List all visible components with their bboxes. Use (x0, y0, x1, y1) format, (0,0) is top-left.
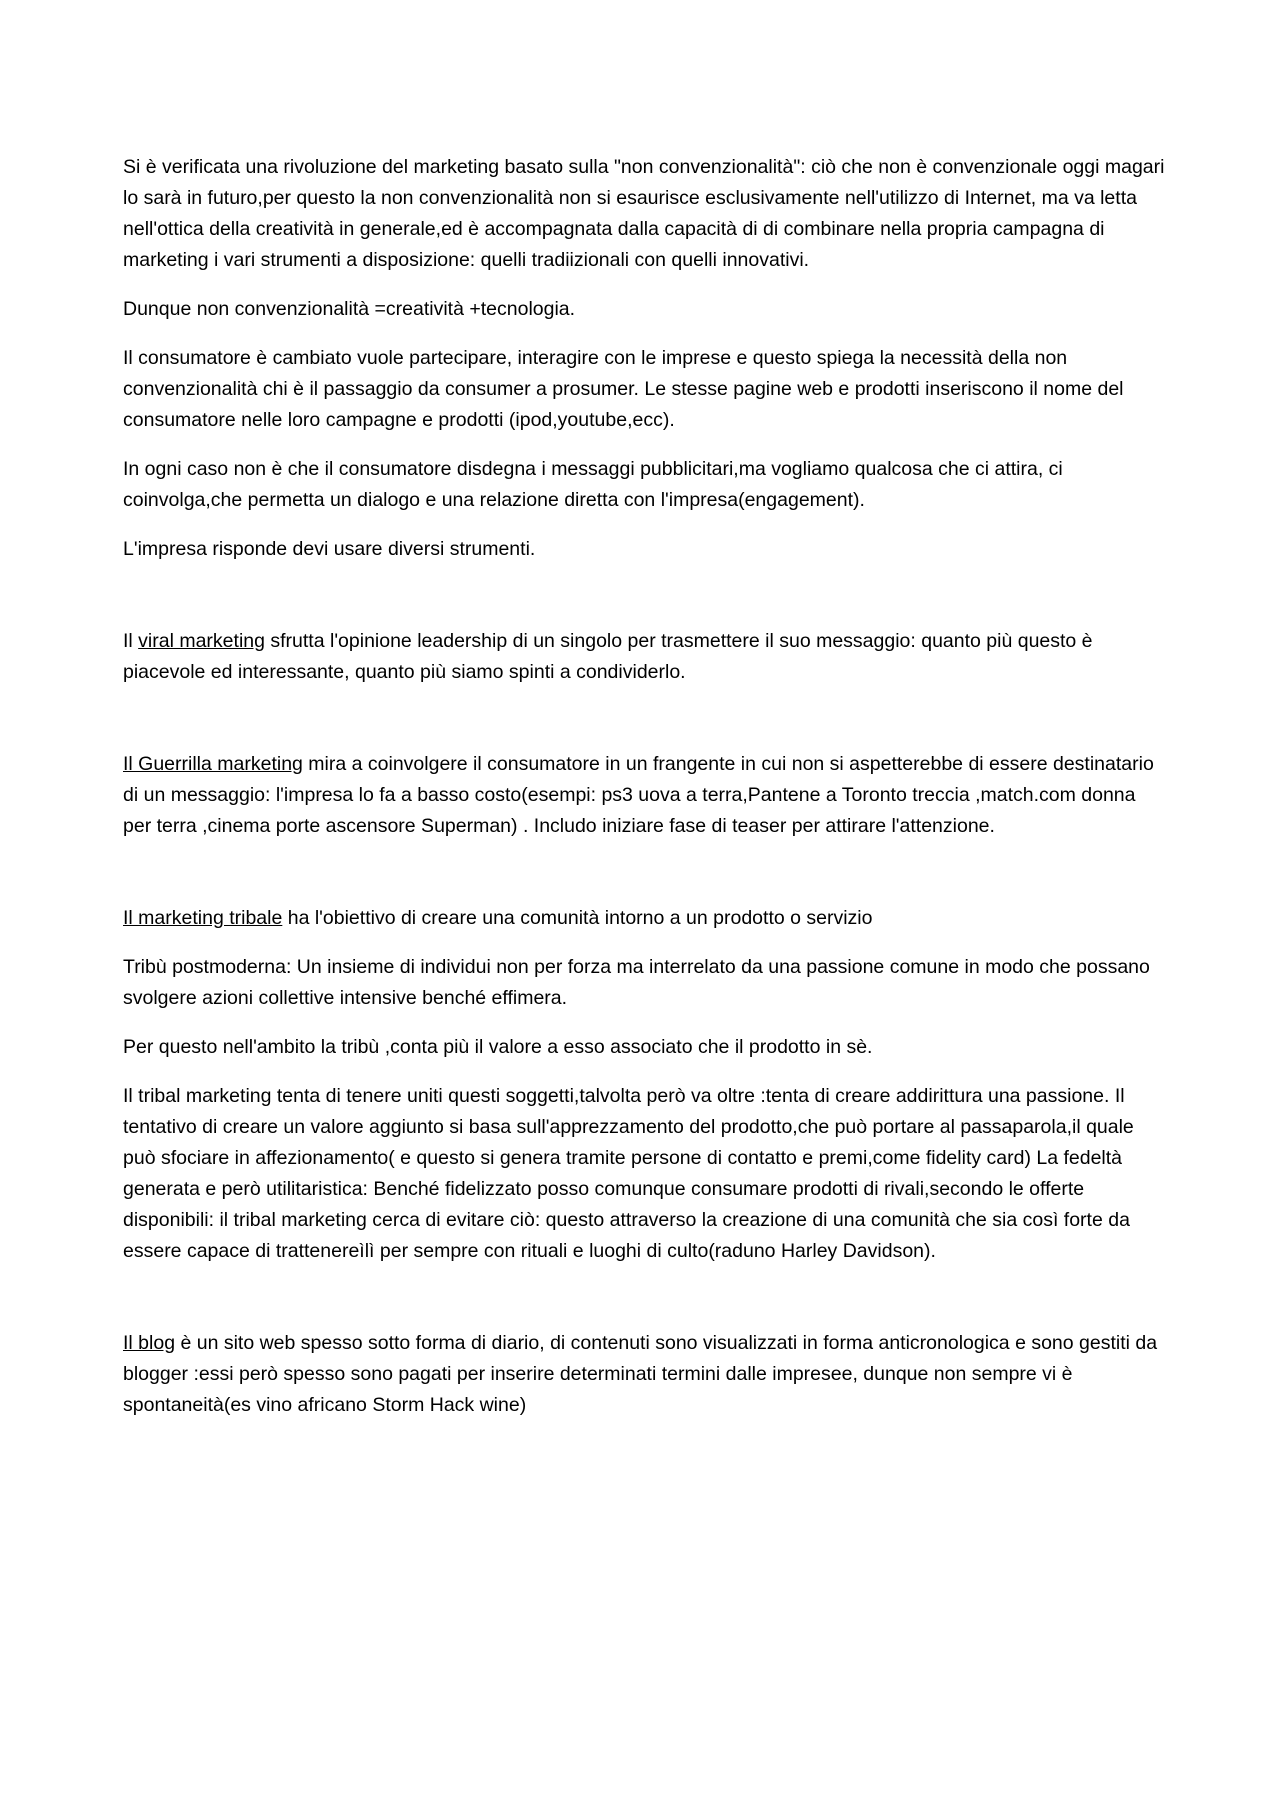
paragraph-formula: Dunque non convenzionalità =creatività +tecnologia. (123, 298, 576, 320)
blog-text: è un sito web spesso sotto forma di diario, di contenuti sono visualizzati in forma anticronologica e sono gestiti da blogger :essi però spesso sono pagati per inserire determinati termini dalle impresee, dunque non sempre vi è spontaneità(es vino africano Storm Hack wine) (123, 1332, 1158, 1416)
paragraph-intro: Si è verificata una rivoluzione del marketing basato sulla "non convenzionalità": ciò che non è convenzionale oggi magari lo sarà in futuro,per questo la non convenzionalità non si esaurisce esclusivamente nell'utilizzo di Internet, ma va letta nell'ottica della creatività in generale,ed è accompagnata dalla capacità di di combinare nella propria campagna di marketing i vari strumenti a disposizione: quelli tradiizionali con quelli innovativi. (123, 156, 1165, 271)
paragraph-engagement: In ogni caso non è che il consumatore disdegna i messaggi pubblicitari,ma vogliamo qualcosa che ci attira, ci coinvolga,che permetta un dialogo e una relazione diretta con l'impresa(engagement). (123, 458, 1063, 511)
guerrilla-term: Il Guerrilla marketing (123, 753, 303, 775)
document-page (123, 152, 1168, 1439)
tribal-text: ha l'obiettivo di creare una comunità intorno a un prodotto o servizio (282, 907, 873, 929)
viral-term: viral marketing (138, 630, 265, 652)
paragraph-tribal-marketing: Il tribal marketing tenta di tenere uniti questi soggetti,talvolta però va oltre :tenta di creare addirittura una passione. Il tentativo di creare un valore aggiunto si basa sull'apprezzamento del prodotto,che può portare al passaparola,il quale può sfociare in affezionamento( e questo si genera tramite persone di contatto e premi,come fidelity card) La fedeltà generata e però utilitaristica: Benché fidelizzato posso comunque consumare prodotti di rivali,secondo le offerte disponibili: il tribal marketing cerca di evitare ciò: questo attraverso la creazione di una comunità che sia così forte da essere capace di trattenereìlì per sempre con rituali e luoghi di culto(raduno Harley Davidson). (123, 1085, 1134, 1262)
viral-text: sfrutta l'opinione leadership di un singolo per trasmettere il suo messaggio: quanto più questo è piacevole ed interessante, quanto più siamo spinti a condividerlo. (123, 630, 1093, 683)
blog-term: Il blog (123, 1332, 176, 1354)
guerrilla-text: mira a coinvolgere il consumatore in un frangente in cui non si aspetterebbe di essere destinatario di un messaggio: l'impresa lo fa a basso costo(esempi: ps3 uova a terra,Pantene a Toronto treccia ,match.com donna per terra ,cinema porte ascensore Superman) . Includo iniziare fase di teaser per attirare l'attenzione. (123, 753, 1154, 837)
paragraph-viral (123, 626, 1168, 688)
tribal-term: Il marketing tribale (123, 907, 283, 929)
paragraph-per-questo: Per questo nell'ambito la tribù ,conta più il valore a esso associato che il prodotto in sè. (123, 1036, 873, 1058)
paragraph-guerrilla (123, 749, 1168, 842)
paragraph-blog (123, 1328, 1168, 1421)
viral-prefix: Il (123, 630, 139, 652)
paragraph-tribal (123, 903, 1168, 934)
paragraph-consumer: Il consumatore è cambiato vuole partecipare, interagire con le imprese e questo spiega la necessità della non convenzionalità chi è il passaggio da consumer a prosumer. Le stesse pagine web e prodotti inseriscono il nome del consumatore nelle loro campagne e prodotti (ipod,youtube,ecc). (123, 347, 1124, 431)
paragraph-tools: L'impresa risponde devi usare diversi strumenti. (123, 538, 536, 560)
paragraph-tribu: Tribù postmoderna: Un insieme di individui non per forza ma interrelato da una passione comune in modo che possano svolgere azioni collettive intensive benché effimera. (123, 956, 1150, 1009)
